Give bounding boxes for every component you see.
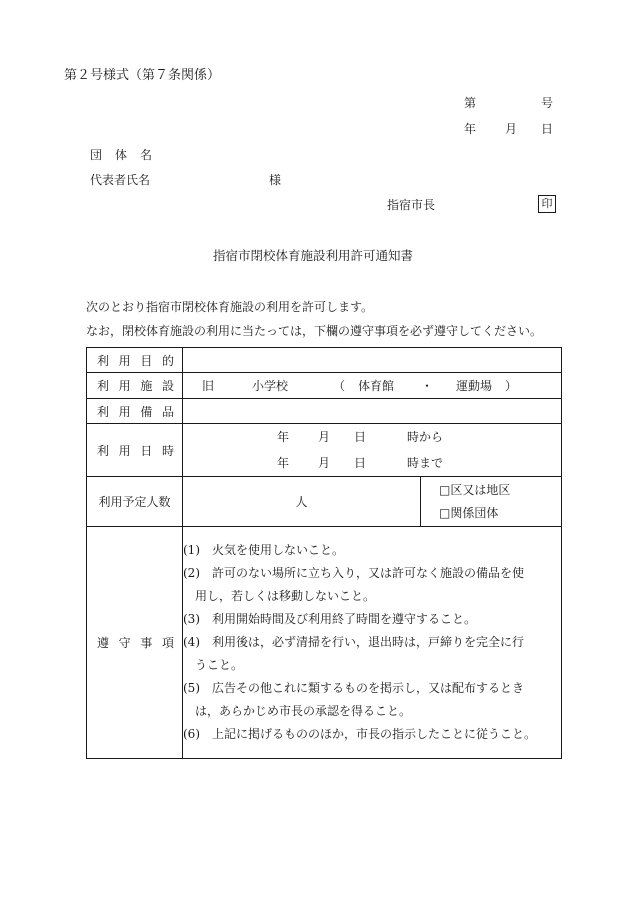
intro-line-2: なお，閉校体育施設の利用に当たっては，下欄の遵守事項を必ず遵守してください。 [86,324,543,338]
purpose-field[interactable] [183,348,562,373]
seal-mark: 印 [538,195,556,213]
to-year: 年 [277,456,290,470]
row-datetime [87,424,562,477]
from-time: 時から [407,430,444,444]
people-type-cell [421,477,562,527]
rule-item-4: (4) 利用後は，必ず清掃を行い，退出時は，戸締りを完全に行 [183,635,525,649]
document-title: 指宿市閉校体育施設利用許可通知書 [213,248,414,263]
facility-paren-close: ） [505,378,518,393]
equipment-field[interactable] [183,399,562,424]
org-name-label: 団 体 名 [90,148,152,162]
representative-label: 代表者氏名 [90,173,151,187]
row-rules [87,527,562,759]
row-equipment [87,399,562,424]
date-month: 月 [505,122,518,136]
datetime-field[interactable] [183,424,562,477]
intro-line-1: 次のとおり指宿市閉校体育施設の利用を許可します。 [86,300,374,314]
date-day: 日 [541,122,554,136]
form-number: 第２号様式（第７条関係） [64,68,221,83]
rule-item-6: (6) 上記に掲げるもののほか，市長の指示したことに従うこと。 [183,727,537,741]
purpose-label: 利 用 目 的 [87,348,183,373]
from-day: 日 [354,430,367,444]
from-year: 年 [277,430,290,444]
option-district[interactable]: □区又は地区 [439,482,511,497]
to-time: 時まで [407,456,444,470]
date-year: 年 [464,122,477,136]
facility-field[interactable] [183,373,562,399]
doc-number-dai: 第 [464,96,477,110]
row-purpose [87,348,562,373]
rule-item-2: (2) 許可のない場所に立ち入り，又は許可なく施設の備品を使 [183,566,525,580]
people-unit: 人 [295,495,308,509]
rule-item-3: (3) 利用開始時間及び利用終了時間を遵守すること。 [183,612,477,626]
option-related-group[interactable]: □関係団体 [439,505,499,520]
row-people [87,477,562,527]
rule-item-5: (5) 広告その他これに類するものを掲示し，又は配布するとき [183,681,525,695]
equipment-label: 利 用 備 品 [87,399,183,424]
rules-label: 遵 守 事 項 [87,527,183,759]
row-facility [87,373,562,399]
to-day: 日 [354,456,367,470]
facility-paren-open: （ [333,378,346,393]
facility-gym[interactable]: 体育館 [358,378,395,393]
facility-kyu: 旧 [202,378,215,393]
datetime-label: 利 用 日 時 [87,424,183,477]
people-label: 利用予定人数 [87,477,183,527]
facility-field-ground[interactable]: 運動場 [456,378,493,393]
rule-item-4-cont: うこと。 [195,658,244,672]
rules-list [183,527,562,759]
rule-item-1: (1) 火気を使用しないこと。 [183,543,344,557]
to-month: 月 [318,456,331,470]
rule-item-2-cont: 用し，若しくは移動しないこと。 [195,589,376,603]
rule-item-5-cont: は，あらかじめ市長の承認を得ること。 [195,704,412,718]
facility-school: 小学校 [252,378,289,393]
from-month: 月 [318,430,331,444]
honorific: 様 [269,173,282,187]
people-count-field[interactable] [183,477,421,527]
doc-number-go: 号 [541,96,554,110]
facility-label: 利 用 施 設 [87,373,183,399]
facility-separator: ・ [421,378,434,393]
issuer: 指宿市長 [387,198,436,212]
permit-table [86,347,562,759]
